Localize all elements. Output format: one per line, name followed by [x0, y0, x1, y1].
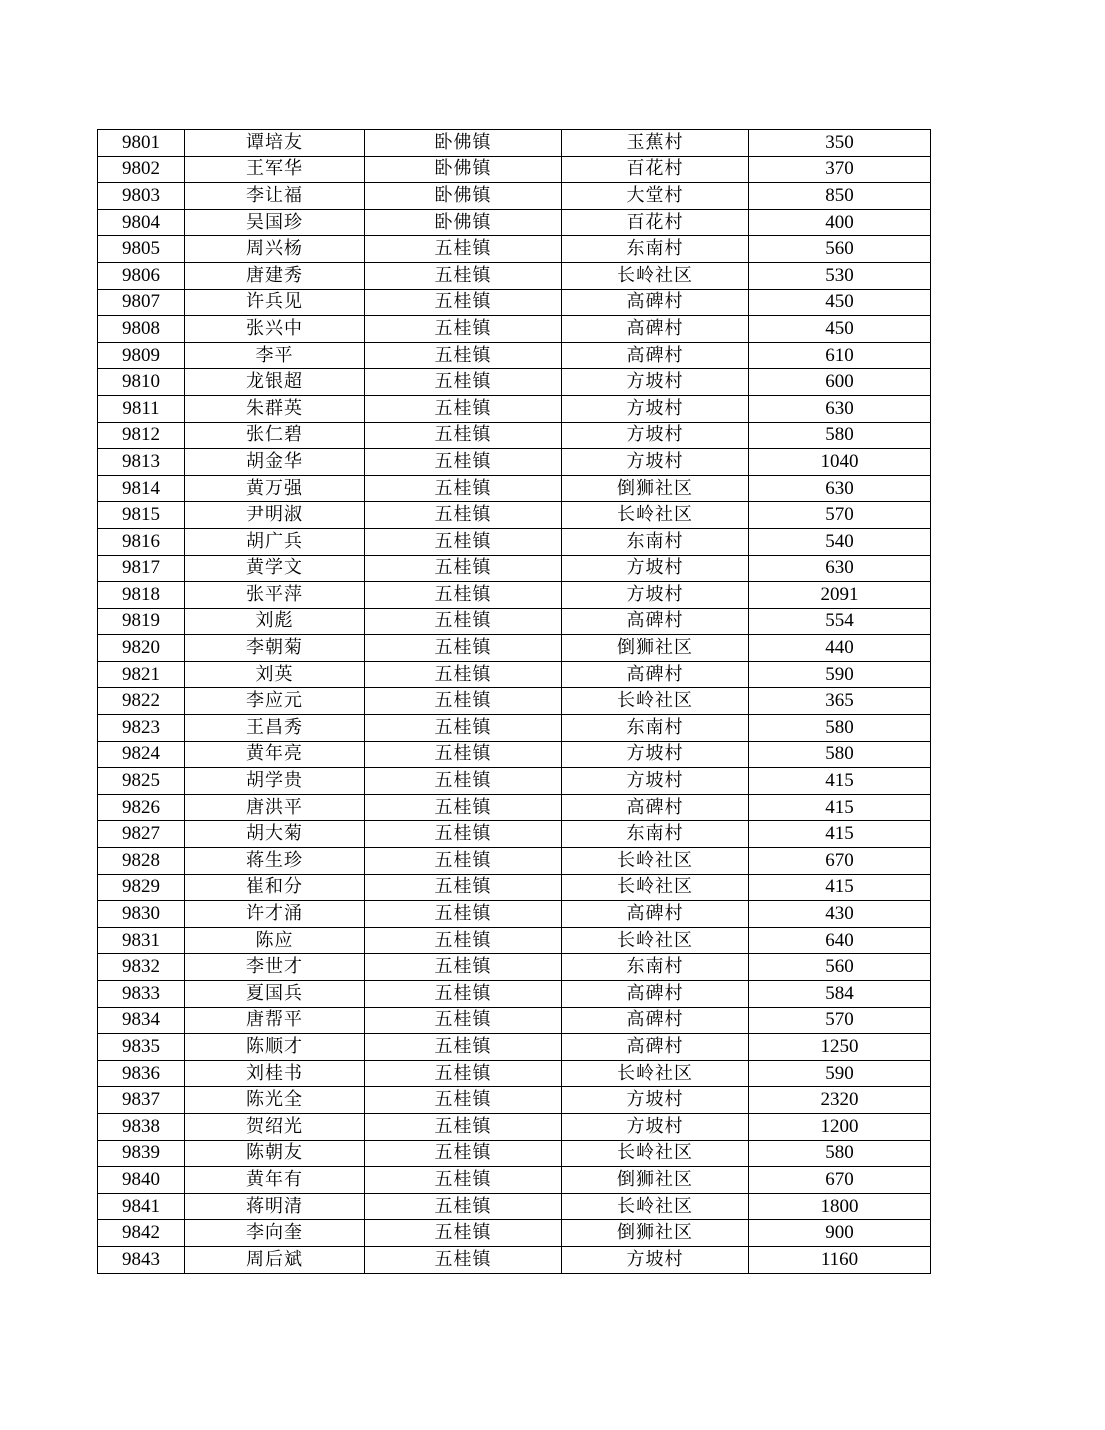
- cell-amount: 630: [749, 395, 931, 422]
- table-row: [98, 1034, 931, 1061]
- cell-amount: 600: [749, 369, 931, 396]
- cell-name: 尹明淑: [185, 502, 365, 529]
- cell-village: 长岭社区: [562, 1140, 749, 1167]
- table-row: [98, 342, 931, 369]
- table-row: [98, 741, 931, 768]
- cell-town: 五桂镇: [365, 1034, 562, 1061]
- cell-name: 吴国珍: [185, 209, 365, 236]
- cell-village: 百花村: [562, 209, 749, 236]
- cell-name: 黄学文: [185, 555, 365, 582]
- cell-id: 9841: [98, 1193, 185, 1220]
- cell-amount: 415: [749, 874, 931, 901]
- cell-town: 五桂镇: [365, 262, 562, 289]
- cell-amount: 630: [749, 475, 931, 502]
- cell-id: 9830: [98, 901, 185, 928]
- cell-name: 胡学贵: [185, 768, 365, 795]
- cell-village: 高碑村: [562, 981, 749, 1008]
- cell-id: 9842: [98, 1220, 185, 1247]
- cell-name: 周兴杨: [185, 236, 365, 263]
- cell-village: 东南村: [562, 715, 749, 742]
- cell-village: 百花村: [562, 156, 749, 183]
- cell-village: 长岭社区: [562, 688, 749, 715]
- cell-amount: 900: [749, 1220, 931, 1247]
- table-row: [98, 608, 931, 635]
- table-row: [98, 794, 931, 821]
- cell-amount: 580: [749, 715, 931, 742]
- cell-amount: 590: [749, 661, 931, 688]
- table-row: [98, 715, 931, 742]
- cell-name: 龙银超: [185, 369, 365, 396]
- table-row: [98, 1167, 931, 1194]
- cell-town: 五桂镇: [365, 316, 562, 343]
- cell-town: 五桂镇: [365, 1113, 562, 1140]
- cell-id: 9829: [98, 874, 185, 901]
- cell-name: 许才涌: [185, 901, 365, 928]
- cell-amount: 350: [749, 130, 931, 157]
- cell-id: 9811: [98, 395, 185, 422]
- cell-village: 东南村: [562, 236, 749, 263]
- cell-town: 五桂镇: [365, 794, 562, 821]
- cell-town: 五桂镇: [365, 449, 562, 476]
- cell-town: 五桂镇: [365, 528, 562, 555]
- table-row: [98, 369, 931, 396]
- cell-town: 五桂镇: [365, 1246, 562, 1273]
- cell-town: 五桂镇: [365, 1220, 562, 1247]
- table-row: [98, 130, 931, 157]
- cell-name: 李让福: [185, 183, 365, 210]
- table-row: [98, 209, 931, 236]
- cell-id: 9827: [98, 821, 185, 848]
- cell-amount: 1250: [749, 1034, 931, 1061]
- cell-town: 五桂镇: [365, 555, 562, 582]
- cell-id: 9832: [98, 954, 185, 981]
- table-row: [98, 502, 931, 529]
- cell-amount: 570: [749, 1007, 931, 1034]
- cell-village: 长岭社区: [562, 1060, 749, 1087]
- cell-town: 五桂镇: [365, 874, 562, 901]
- cell-amount: 630: [749, 555, 931, 582]
- table-body: [98, 130, 931, 1274]
- cell-village: 高碑村: [562, 342, 749, 369]
- cell-village: 高碑村: [562, 289, 749, 316]
- cell-id: 9808: [98, 316, 185, 343]
- cell-village: 倒狮社区: [562, 635, 749, 662]
- cell-village: 东南村: [562, 528, 749, 555]
- cell-id: 9822: [98, 688, 185, 715]
- cell-name: 崔和分: [185, 874, 365, 901]
- table-row: [98, 1113, 931, 1140]
- cell-town: 五桂镇: [365, 927, 562, 954]
- cell-id: 9824: [98, 741, 185, 768]
- cell-id: 9833: [98, 981, 185, 1008]
- cell-town: 五桂镇: [365, 821, 562, 848]
- cell-amount: 640: [749, 927, 931, 954]
- cell-name: 陈光全: [185, 1087, 365, 1114]
- cell-town: 五桂镇: [365, 635, 562, 662]
- table-row: [98, 1060, 931, 1087]
- cell-id: 9835: [98, 1034, 185, 1061]
- cell-id: 9825: [98, 768, 185, 795]
- cell-name: 刘彪: [185, 608, 365, 635]
- cell-amount: 560: [749, 954, 931, 981]
- cell-id: 9817: [98, 555, 185, 582]
- cell-town: 五桂镇: [365, 954, 562, 981]
- cell-town: 五桂镇: [365, 661, 562, 688]
- cell-name: 李应元: [185, 688, 365, 715]
- cell-amount: 610: [749, 342, 931, 369]
- table-row: [98, 661, 931, 688]
- cell-village: 高碑村: [562, 1007, 749, 1034]
- cell-id: 9802: [98, 156, 185, 183]
- table-row: [98, 1007, 931, 1034]
- cell-amount: 670: [749, 1167, 931, 1194]
- table-row: [98, 821, 931, 848]
- table-row: [98, 927, 931, 954]
- table-row: [98, 316, 931, 343]
- cell-id: 9813: [98, 449, 185, 476]
- cell-village: 方坡村: [562, 741, 749, 768]
- table-row: [98, 901, 931, 928]
- cell-name: 唐帮平: [185, 1007, 365, 1034]
- cell-town: 五桂镇: [365, 715, 562, 742]
- cell-town: 五桂镇: [365, 1007, 562, 1034]
- cell-amount: 850: [749, 183, 931, 210]
- cell-amount: 670: [749, 848, 931, 875]
- table-row: [98, 635, 931, 662]
- cell-name: 胡大菊: [185, 821, 365, 848]
- cell-name: 王昌秀: [185, 715, 365, 742]
- cell-town: 五桂镇: [365, 608, 562, 635]
- cell-village: 高碑村: [562, 661, 749, 688]
- cell-town: 五桂镇: [365, 741, 562, 768]
- cell-name: 唐洪平: [185, 794, 365, 821]
- cell-name: 胡金华: [185, 449, 365, 476]
- cell-amount: 584: [749, 981, 931, 1008]
- cell-id: 9821: [98, 661, 185, 688]
- cell-amount: 570: [749, 502, 931, 529]
- table-row: [98, 236, 931, 263]
- table-row: [98, 848, 931, 875]
- cell-amount: 580: [749, 422, 931, 449]
- cell-amount: 400: [749, 209, 931, 236]
- cell-village: 大堂村: [562, 183, 749, 210]
- cell-id: 9836: [98, 1060, 185, 1087]
- cell-id: 9818: [98, 582, 185, 609]
- cell-name: 李世才: [185, 954, 365, 981]
- table-row: [98, 874, 931, 901]
- cell-id: 9839: [98, 1140, 185, 1167]
- cell-village: 高碑村: [562, 794, 749, 821]
- cell-town: 五桂镇: [365, 342, 562, 369]
- cell-name: 周后斌: [185, 1246, 365, 1273]
- cell-village: 方坡村: [562, 395, 749, 422]
- cell-village: 长岭社区: [562, 502, 749, 529]
- table-row: [98, 981, 931, 1008]
- cell-town: 五桂镇: [365, 1167, 562, 1194]
- cell-id: 9838: [98, 1113, 185, 1140]
- cell-village: 方坡村: [562, 422, 749, 449]
- cell-town: 五桂镇: [365, 236, 562, 263]
- cell-village: 玉蕉村: [562, 130, 749, 157]
- cell-village: 长岭社区: [562, 927, 749, 954]
- cell-village: 高碑村: [562, 608, 749, 635]
- table-row: [98, 289, 931, 316]
- cell-village: 方坡村: [562, 582, 749, 609]
- cell-name: 许兵见: [185, 289, 365, 316]
- cell-id: 9801: [98, 130, 185, 157]
- cell-name: 王军华: [185, 156, 365, 183]
- cell-amount: 1040: [749, 449, 931, 476]
- cell-village: 倒狮社区: [562, 475, 749, 502]
- cell-name: 陈应: [185, 927, 365, 954]
- cell-town: 卧佛镇: [365, 183, 562, 210]
- cell-village: 高碑村: [562, 316, 749, 343]
- cell-amount: 1160: [749, 1246, 931, 1273]
- table-row: [98, 528, 931, 555]
- cell-amount: 430: [749, 901, 931, 928]
- cell-name: 陈顺才: [185, 1034, 365, 1061]
- cell-amount: 450: [749, 289, 931, 316]
- cell-town: 五桂镇: [365, 1140, 562, 1167]
- table-row: [98, 422, 931, 449]
- cell-name: 李朝菊: [185, 635, 365, 662]
- cell-amount: 540: [749, 528, 931, 555]
- cell-village: 长岭社区: [562, 848, 749, 875]
- cell-amount: 1800: [749, 1193, 931, 1220]
- cell-id: 9807: [98, 289, 185, 316]
- cell-id: 9819: [98, 608, 185, 635]
- cell-id: 9820: [98, 635, 185, 662]
- cell-village: 东南村: [562, 954, 749, 981]
- cell-town: 五桂镇: [365, 502, 562, 529]
- cell-id: 9804: [98, 209, 185, 236]
- cell-town: 五桂镇: [365, 395, 562, 422]
- cell-village: 高碑村: [562, 1034, 749, 1061]
- table-row: [98, 768, 931, 795]
- cell-town: 五桂镇: [365, 981, 562, 1008]
- table-row: [98, 1087, 931, 1114]
- table-row: [98, 449, 931, 476]
- cell-amount: 580: [749, 1140, 931, 1167]
- table-row: [98, 954, 931, 981]
- cell-amount: 554: [749, 608, 931, 635]
- cell-village: 倒狮社区: [562, 1220, 749, 1247]
- cell-id: 9815: [98, 502, 185, 529]
- cell-name: 贺绍光: [185, 1113, 365, 1140]
- cell-id: 9805: [98, 236, 185, 263]
- table-row: [98, 1140, 931, 1167]
- cell-town: 五桂镇: [365, 1087, 562, 1114]
- cell-amount: 450: [749, 316, 931, 343]
- cell-name: 张兴中: [185, 316, 365, 343]
- cell-name: 黄万强: [185, 475, 365, 502]
- cell-amount: 580: [749, 741, 931, 768]
- cell-id: 9809: [98, 342, 185, 369]
- cell-amount: 370: [749, 156, 931, 183]
- cell-name: 黄年亮: [185, 741, 365, 768]
- cell-town: 五桂镇: [365, 1060, 562, 1087]
- cell-id: 9831: [98, 927, 185, 954]
- table-row: [98, 1246, 931, 1273]
- cell-amount: 440: [749, 635, 931, 662]
- cell-town: 五桂镇: [365, 475, 562, 502]
- cell-village: 方坡村: [562, 369, 749, 396]
- cell-village: 方坡村: [562, 1246, 749, 1273]
- cell-id: 9834: [98, 1007, 185, 1034]
- cell-id: 9828: [98, 848, 185, 875]
- cell-id: 9816: [98, 528, 185, 555]
- cell-village: 东南村: [562, 821, 749, 848]
- cell-name: 夏国兵: [185, 981, 365, 1008]
- cell-village: 长岭社区: [562, 874, 749, 901]
- cell-village: 倒狮社区: [562, 1167, 749, 1194]
- table-row: [98, 555, 931, 582]
- cell-village: 方坡村: [562, 1087, 749, 1114]
- cell-town: 五桂镇: [365, 1193, 562, 1220]
- cell-town: 卧佛镇: [365, 156, 562, 183]
- cell-id: 9803: [98, 183, 185, 210]
- cell-town: 五桂镇: [365, 289, 562, 316]
- cell-amount: 1200: [749, 1113, 931, 1140]
- cell-name: 黄年有: [185, 1167, 365, 1194]
- cell-village: 高碑村: [562, 901, 749, 928]
- cell-village: 方坡村: [562, 1113, 749, 1140]
- cell-amount: 415: [749, 768, 931, 795]
- cell-name: 唐建秀: [185, 262, 365, 289]
- cell-name: 朱群英: [185, 395, 365, 422]
- table-row: [98, 183, 931, 210]
- cell-name: 胡广兵: [185, 528, 365, 555]
- cell-amount: 2091: [749, 582, 931, 609]
- cell-village: 长岭社区: [562, 1193, 749, 1220]
- cell-village: 方坡村: [562, 768, 749, 795]
- cell-name: 张仁碧: [185, 422, 365, 449]
- cell-village: 方坡村: [562, 555, 749, 582]
- cell-village: 长岭社区: [562, 262, 749, 289]
- cell-amount: 590: [749, 1060, 931, 1087]
- cell-id: 9814: [98, 475, 185, 502]
- cell-name: 李向奎: [185, 1220, 365, 1247]
- cell-amount: 560: [749, 236, 931, 263]
- cell-name: 谭培友: [185, 130, 365, 157]
- table-row: [98, 475, 931, 502]
- cell-id: 9812: [98, 422, 185, 449]
- cell-name: 李平: [185, 342, 365, 369]
- cell-town: 五桂镇: [365, 768, 562, 795]
- cell-town: 五桂镇: [365, 848, 562, 875]
- table-row: [98, 395, 931, 422]
- table-row: [98, 1193, 931, 1220]
- cell-town: 五桂镇: [365, 422, 562, 449]
- cell-town: 卧佛镇: [365, 209, 562, 236]
- cell-name: 张平萍: [185, 582, 365, 609]
- cell-town: 五桂镇: [365, 901, 562, 928]
- cell-id: 9826: [98, 794, 185, 821]
- recipient-table: [97, 129, 931, 1274]
- cell-amount: 415: [749, 821, 931, 848]
- cell-name: 陈朝友: [185, 1140, 365, 1167]
- cell-amount: 415: [749, 794, 931, 821]
- cell-id: 9840: [98, 1167, 185, 1194]
- cell-id: 9806: [98, 262, 185, 289]
- cell-town: 卧佛镇: [365, 130, 562, 157]
- table-row: [98, 582, 931, 609]
- table-row: [98, 688, 931, 715]
- cell-town: 五桂镇: [365, 582, 562, 609]
- cell-amount: 365: [749, 688, 931, 715]
- cell-id: 9810: [98, 369, 185, 396]
- cell-id: 9843: [98, 1246, 185, 1273]
- cell-name: 蒋生珍: [185, 848, 365, 875]
- cell-amount: 530: [749, 262, 931, 289]
- cell-village: 方坡村: [562, 449, 749, 476]
- cell-name: 蒋明清: [185, 1193, 365, 1220]
- cell-town: 五桂镇: [365, 688, 562, 715]
- cell-id: 9837: [98, 1087, 185, 1114]
- cell-town: 五桂镇: [365, 369, 562, 396]
- table-row: [98, 156, 931, 183]
- cell-name: 刘英: [185, 661, 365, 688]
- cell-amount: 2320: [749, 1087, 931, 1114]
- table-row: [98, 262, 931, 289]
- cell-name: 刘桂书: [185, 1060, 365, 1087]
- cell-id: 9823: [98, 715, 185, 742]
- table-row: [98, 1220, 931, 1247]
